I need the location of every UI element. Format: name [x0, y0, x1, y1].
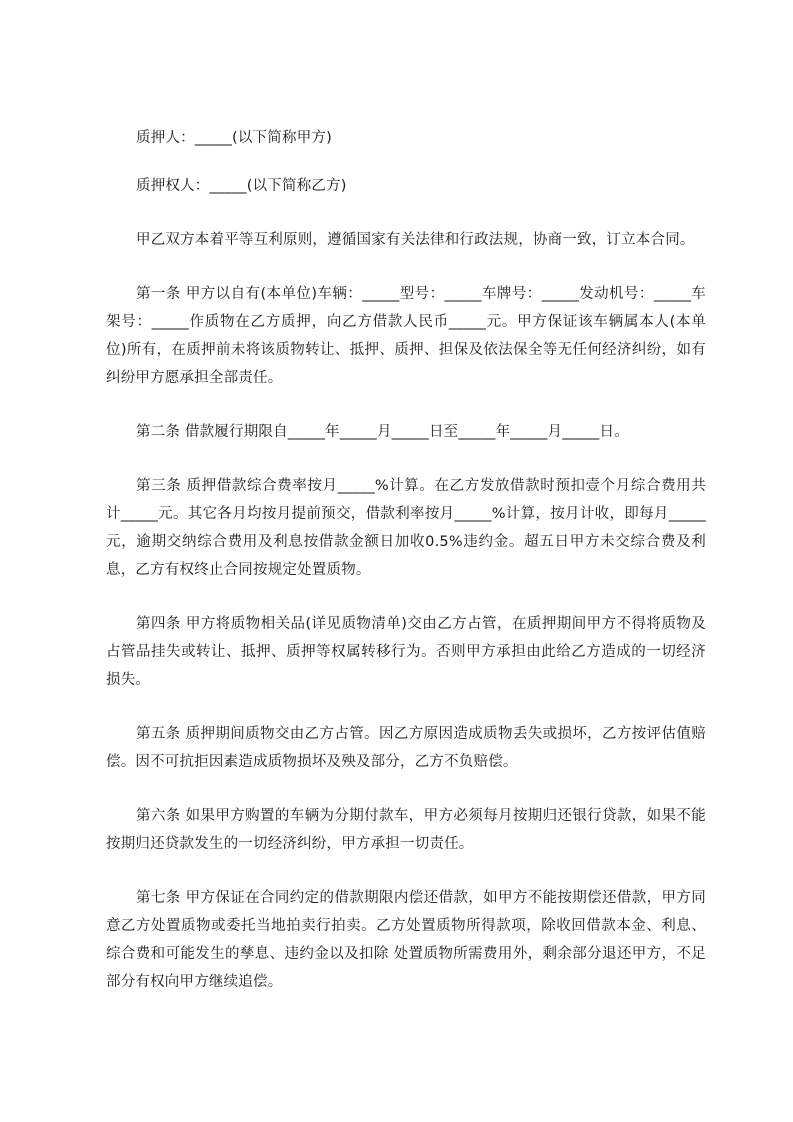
article-1: 第一条 甲方以自有(本单位)车辆：_____型号：_____车牌号：_____发动机号：_____车架号：_____作质物在乙方质押，向乙方借款人民币_____元。甲方保证该车辆属本人(本单位)所有，在质押前未将该质物转让、抵押、质押、担保及依法保全等无任何经济纠纷，如有纠纷甲方愿承担全部责任。	[106, 286, 706, 386]
article-5: 第五条 质押期间质物交由乙方占管。因乙方原因造成质物丢失或损坏，乙方按评估值赔偿。因不可抗拒因素造成质物损坏及殃及部分，乙方不负赔偿。	[106, 726, 706, 770]
pledgor-line: 质押人：_____(以下简称甲方)	[136, 130, 332, 146]
article-7: 第七条 甲方保证在合同约定的借款期限内偿还借款，如甲方不能按期偿还借款，甲方同意乙方处置质物或委托当地拍卖行拍卖。乙方处置质物所得款项，除收回借款本金、利息、综合费和可能发生的孳息、违约金以及扣除 处置质物所需费用外，剩余部分退还甲方，不足部分有权向甲方继续追偿。	[106, 890, 706, 990]
article-6: 第六条 如果甲方购置的车辆为分期付款车，甲方必须每月按期归还银行贷款，如果不能按期归还贷款发生的一切经济纠纷，甲方承担一切责任。	[106, 808, 706, 852]
document-body	[106, 124, 706, 996]
article-3: 第三条 质押借款综合费率按月_____%计算。在乙方发放借款时预扣壹个月综合费用共计_____元。其它各月均按月提前预交，借款利率按月_____%计算，按月计收，即每月_____元，逾期交纳综合费用及利息按借款金额日加收0.5%违约金。超五日甲方未交综合费及利息，乙方有权终止合同按规定处置质物。	[106, 478, 706, 578]
preamble-paragraph: 甲乙双方本着平等互利原则，遵循国家有关法律和行政法规，协商一致，订立本合同。	[136, 232, 695, 248]
article-4: 第四条 甲方将质物相关品(详见质物清单)交由乙方占管，在质押期间甲方不得将质物及占管品挂失或转让、抵押、质押等权属转移行为。否则甲方承担由此给乙方造成的一切经济损失。	[106, 616, 706, 688]
article-2: 第二条 借款履行期限自_____年_____月_____日至_____年_____月_____日。	[136, 424, 629, 440]
pledgee-line: 质押权人：_____(以下简称乙方)	[136, 178, 347, 194]
